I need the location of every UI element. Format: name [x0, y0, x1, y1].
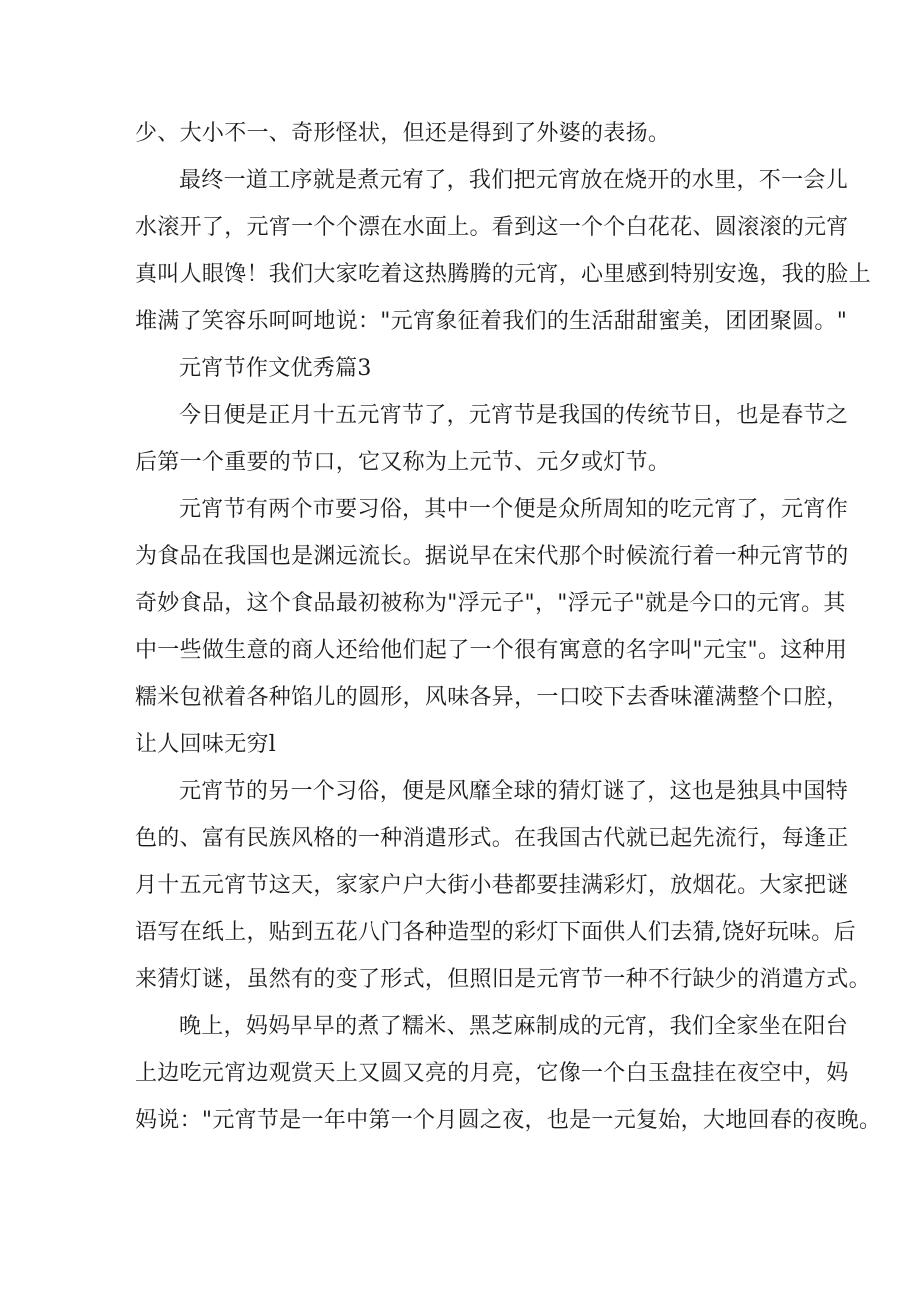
text-line: 色的、富有民族风格的一种消遣形式。在我国古代就已起先流行，每逢正 [135, 826, 849, 851]
text-line: 中一些做生意的商人还给他们起了一个很有寓意的名字叫"元宝"。这种用 [135, 638, 848, 663]
text-line: 妈说："元宵节是一年中第一个月圆之夜，也是一元复始，大地回春的夜晚。 [135, 1108, 882, 1133]
text-line: 糯米包袱着各种馅儿的圆形，风味各异，一口咬下去香味灌满整个口腔， [135, 685, 849, 710]
text-line: 为食品在我国也是渊远流长。据说早在宋代那个时候流行着一种元宵节的 [135, 544, 849, 569]
text-line: 上边吃元宵边观赏天上又圆又亮的月亮，它像一个白玉盘挂在夜空中，妈 [135, 1061, 849, 1086]
text-line: 语写在纸上，贴到五花八门各种造型的彩灯下面供人们去猜,饶好玩味。后 [135, 920, 856, 945]
text-line: 月十五元宵节这天，家家户户大街小巷都要挂满彩灯，放烟花。大家把谜 [135, 873, 849, 898]
text-line: 晚上，妈妈早早的煮了糯米、黑芝麻制成的元宵，我们全家坐在阳台 [179, 1014, 849, 1039]
text-line: 最终一道工序就是煮元宥了，我们把元宵放在烧开的水里，不一会儿 [179, 168, 849, 193]
text-line: 元宵节有两个市要习俗，其中一个便是众所周知的吃元宵了，元宵作 [179, 497, 849, 522]
text-line: 水滚开了，元宵一个个漂在水面上。看到这一个个白花花、圆滚滚的元宵 [135, 215, 849, 240]
text-line: 来猜灯谜，虽然有的变了形式，但照旧是元宵节一种不行缺少的消遣方式。 [135, 967, 871, 992]
text-line: 堆满了笑容乐呵呵地说："元宵象征着我们的生活甜甜蜜美，团团聚圆。" [135, 309, 848, 334]
section-heading: 元宵节作文优秀篇3 [179, 356, 372, 381]
text-line: 后第一个重要的节口，它又称为上元节、元夕或灯节。 [135, 450, 671, 475]
text-line: 奇妙食品，这个食品最初被称为"浮元子"，"浮元子"就是今口的元宵。其 [135, 591, 846, 616]
text-line: 元宵节的另一个习俗，便是风靡全球的猜灯谜了，这也是独具中国特 [179, 779, 849, 804]
text-line: 少、大小不一、奇形怪状，但还是得到了外婆的表扬。 [135, 121, 671, 146]
text-line: 真叫人眼馋！我们大家吃着这热腾腾的元宵，心里感到特别安逸，我的脸上 [135, 262, 871, 287]
text-line: 让人回味无穷l [135, 732, 277, 757]
text-line: 今日便是正月十五元宵节了，元宵节是我国的传统节日，也是春节之 [179, 403, 849, 428]
